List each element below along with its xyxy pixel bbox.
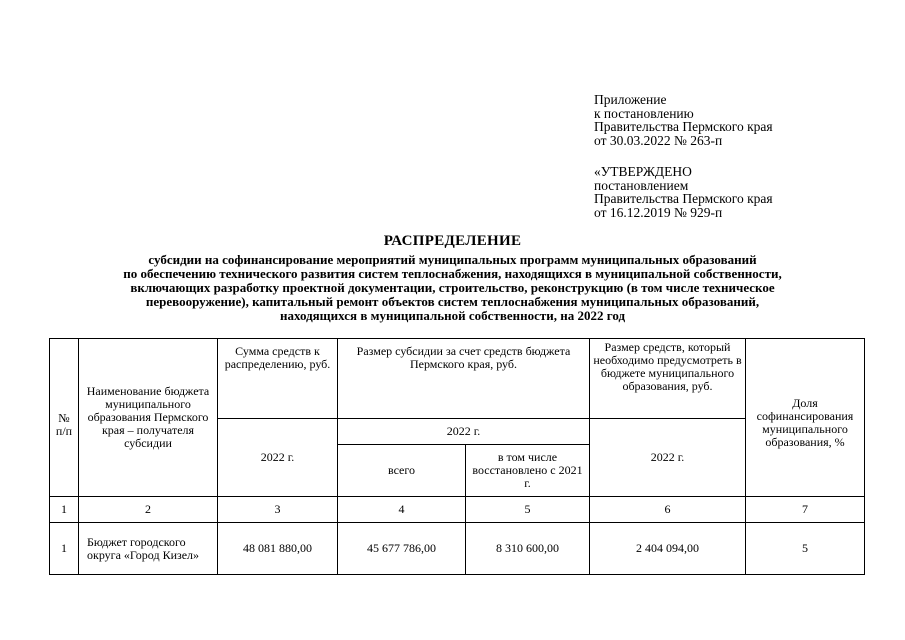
subtitle-line: перевооружение), капитальный ремонт объектов систем теплоснабжения муниципальных образований, <box>145 294 760 309</box>
annex-block <box>594 93 773 147</box>
distribution-table <box>49 338 865 575</box>
annex-line: Правительства Пермского края <box>594 119 773 134</box>
approved-line: от 16.12.2019 № 929-п <box>594 204 723 220</box>
header-total: всего <box>338 445 466 497</box>
approved-line: «УТВЕРЖДЕНО <box>594 164 692 179</box>
column-number: 4 <box>338 497 466 523</box>
column-number: 6 <box>590 497 746 523</box>
column-number: 5 <box>466 497 590 523</box>
header-year-cofund: 2022 г. <box>590 419 746 497</box>
row-num: 1 <box>50 523 79 575</box>
header-restored: в том числе восстановлено с 2021 г. <box>466 445 590 497</box>
approved-line: постановлением <box>594 177 689 193</box>
annex-line: Приложение <box>594 92 667 107</box>
header-subsidy: Размер субсидии за счет средств бюджета Пермского края, руб. <box>338 339 590 419</box>
column-number: 7 <box>746 497 865 523</box>
row-name: Бюджет городского округа «Город Кизел» <box>79 523 218 575</box>
document-subtitle <box>40 253 865 323</box>
header-num: № п/п <box>50 339 79 497</box>
subtitle-line: находящихся в муниципальной собственности, на 2022 год <box>279 308 626 323</box>
annex-line: к постановлению <box>594 105 694 121</box>
header-name: Наименование бюджета муниципального образования Пермского края – получателя субсидии <box>79 339 218 497</box>
row-sum: 48 081 880,00 <box>218 523 338 575</box>
column-number: 3 <box>218 497 338 523</box>
row-restored: 8 310 600,00 <box>466 523 590 575</box>
approved-block <box>594 165 773 219</box>
row-total: 45 677 786,00 <box>338 523 466 575</box>
approved-line: Правительства Пермского края <box>594 191 773 206</box>
subtitle-line: субсидии на софинансирование мероприятий муниципальных программ муниципальных образований <box>148 252 757 267</box>
row-cofund: 2 404 094,00 <box>590 523 746 575</box>
subtitle-line: включающих разработку проектной документации, строительство, реконструкцию (в том числе техническое <box>130 280 775 295</box>
header-year-subsidy: 2022 г. <box>338 419 590 445</box>
header-share: Доля софинансирования муниципального образования, % <box>746 339 865 497</box>
column-number-row <box>50 497 865 523</box>
table-row <box>50 523 865 575</box>
header-year-sum: 2022 г. <box>218 419 338 497</box>
annex-line: от 30.03.2022 № 263-п <box>594 132 723 148</box>
column-number: 1 <box>50 497 79 523</box>
document-title: РАСПРЕДЕЛЕНИЕ <box>383 233 522 249</box>
header-sum: Сумма средств к распределению, руб. <box>218 339 338 419</box>
row-share: 5 <box>746 523 865 575</box>
header-row <box>50 339 865 419</box>
header-cofund: Размер средств, который необходимо предусмотреть в бюджете муниципального образования, руб. <box>590 339 746 419</box>
column-number: 2 <box>79 497 218 523</box>
subtitle-line: по обеспечению технического развития систем теплоснабжения, находящихся в муниципальной собственности, <box>123 266 782 281</box>
